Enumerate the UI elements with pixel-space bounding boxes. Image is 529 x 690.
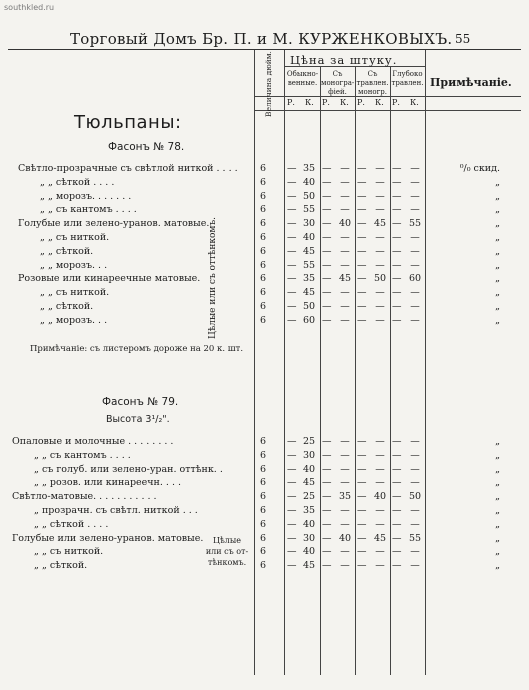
r-label: Р.	[392, 98, 400, 107]
price-glub: 55	[408, 532, 422, 544]
row-label: Опаловые и молочные . . . . . . . .	[12, 436, 174, 447]
rub-dash: —	[322, 477, 332, 489]
rub-dash: —	[357, 204, 367, 216]
rub-dash: —	[392, 287, 402, 299]
size-value: 6	[259, 259, 267, 271]
rub-dash: —	[392, 491, 402, 503]
note-header: Примѣчанiе.	[430, 76, 512, 89]
rub-dash: —	[322, 518, 332, 530]
price-glub: 60	[408, 273, 422, 285]
note-value: „	[495, 560, 500, 572]
size-value: 6	[259, 449, 267, 461]
rub-dash: —	[392, 190, 402, 202]
rub-dash: —	[322, 273, 332, 285]
rub-dash: —	[287, 491, 297, 503]
price-glub: —	[410, 287, 420, 299]
size-value: 6	[259, 560, 267, 572]
rub-dash: —	[357, 301, 367, 312]
rub-dash: —	[287, 245, 297, 257]
row-label: „ „ розов. или кинареечн. . . .	[34, 477, 182, 489]
rub-dash: —	[357, 477, 367, 489]
rub-dash: —	[392, 518, 402, 530]
rub-dash: —	[392, 560, 402, 572]
rub-dash: —	[392, 436, 402, 447]
price-glub: —	[410, 505, 420, 516]
price-glub: —	[410, 477, 420, 489]
rub-dash: —	[357, 232, 367, 243]
price-glub: —	[410, 232, 420, 243]
rub-dash: —	[392, 259, 402, 271]
rub-dash: —	[357, 463, 367, 475]
note-value: „	[495, 505, 500, 516]
price-travl: —	[375, 546, 385, 558]
rub-dash: —	[392, 314, 402, 326]
rub-dash: —	[287, 301, 297, 312]
size-value: 6	[259, 273, 267, 285]
price-travl: —	[375, 245, 385, 257]
rub-dash: —	[357, 518, 367, 530]
rub-dash: —	[287, 218, 297, 230]
row-label: „ „ сѣткой.	[34, 560, 88, 572]
price-obyk: 40	[302, 232, 316, 243]
price-monogr: —	[340, 176, 350, 188]
price-monogr: —	[340, 546, 350, 558]
price-obyk: 35	[302, 163, 316, 174]
price-glub: —	[410, 463, 420, 475]
rub-dash: —	[392, 176, 402, 188]
price-monogr: —	[340, 505, 350, 516]
price-monogr: —	[340, 301, 350, 312]
price-glub: —	[410, 301, 420, 312]
rub-dash: —	[322, 301, 332, 312]
header-rule	[8, 49, 521, 50]
row-label: Голубые или зелено-уранов. матовые.	[12, 532, 204, 544]
price-glub: —	[410, 204, 420, 216]
col-line	[390, 66, 391, 675]
price-obyk: 45	[302, 477, 316, 489]
price-monogr: —	[340, 259, 350, 271]
rub-dash: —	[357, 505, 367, 516]
rub-dash: —	[357, 273, 367, 285]
note-value: ⁰/₀ скид.	[459, 163, 500, 174]
rub-dash: —	[322, 505, 332, 516]
price-travl: —	[375, 232, 385, 243]
price-obyk: 30	[302, 218, 316, 230]
rub-dash: —	[392, 204, 402, 216]
fason78-title: Фасонъ № 78.	[108, 141, 185, 153]
fason78-group-label: Цѣлые или съ оттѣнкомъ.	[208, 217, 218, 339]
row-label: „ „ съ ниткой.	[40, 287, 110, 299]
rub-dash: —	[322, 218, 332, 230]
price-travl: —	[375, 314, 385, 326]
col-travl: Съ травлен. моногр.	[356, 70, 389, 96]
k-label: К.	[340, 98, 349, 107]
price-monogr: 45	[338, 273, 352, 285]
price-glub: —	[410, 163, 420, 174]
price-obyk: 40	[302, 546, 316, 558]
k-label: К.	[305, 98, 314, 107]
size-value: 6	[259, 546, 267, 558]
price-monogr: —	[340, 314, 350, 326]
price-monogr: —	[340, 436, 350, 447]
size-value: 6	[259, 314, 267, 326]
price-travl: —	[375, 449, 385, 461]
rub-dash: —	[357, 287, 367, 299]
price-obyk: 50	[302, 301, 316, 312]
price-travl: 50	[373, 273, 387, 285]
note-value: „	[495, 218, 500, 230]
price-travl: —	[375, 436, 385, 447]
note-value: „	[495, 301, 500, 312]
price-monogr: —	[340, 232, 350, 243]
rub-dash: —	[392, 546, 402, 558]
size-value: 6	[259, 518, 267, 530]
rub-dash: —	[392, 477, 402, 489]
rub-dash: —	[322, 232, 332, 243]
price-header: Цѣна за штуку.	[290, 53, 398, 67]
rub-dash: —	[392, 232, 402, 243]
rub-dash: —	[357, 449, 367, 461]
rub-dash: —	[287, 505, 297, 516]
rub-dash: —	[392, 245, 402, 257]
r-label: Р.	[357, 98, 365, 107]
price-obyk: 55	[302, 259, 316, 271]
price-obyk: 40	[302, 176, 316, 188]
row-label: Свѣтло-матовые. . . . . . . . . . .	[12, 491, 157, 503]
row-label: „ „ морозъ. . .	[40, 259, 108, 271]
rub-dash: —	[357, 176, 367, 188]
price-travl: —	[375, 560, 385, 572]
price-glub: —	[410, 560, 420, 572]
size-value: 6	[259, 301, 267, 312]
note-value: „	[495, 273, 500, 285]
fason79-group-label: Цѣлые или съ от- тѣнкомъ.	[205, 536, 249, 567]
note-value: „	[495, 259, 500, 271]
note-value: „	[495, 245, 500, 257]
rub-dash: —	[392, 532, 402, 544]
rub-dash: —	[287, 477, 297, 489]
rub-dash: —	[287, 532, 297, 544]
rub-dash: —	[322, 190, 332, 202]
size-value: 6	[259, 163, 267, 174]
rub-dash: —	[287, 273, 297, 285]
price-monogr: —	[340, 163, 350, 174]
rub-dash: —	[392, 449, 402, 461]
col-line	[254, 50, 255, 675]
price-travl: 40	[373, 491, 387, 503]
note-value: „	[495, 546, 500, 558]
row-label: „ съ голуб. или зелено-уран. оттѣнк. .	[34, 463, 223, 475]
r-label: Р.	[322, 98, 330, 107]
rub-dash: —	[392, 505, 402, 516]
size-value: 6	[259, 232, 267, 243]
row-label: „ прозрачн. съ свѣтл. ниткой . . .	[34, 505, 198, 516]
note-value: „	[495, 287, 500, 299]
size-value: 6	[259, 190, 267, 202]
price-glub: —	[410, 259, 420, 271]
rub-dash: —	[287, 163, 297, 174]
rub-dash: —	[287, 449, 297, 461]
rub-dash: —	[392, 163, 402, 174]
price-monogr: —	[340, 477, 350, 489]
rub-dash: —	[322, 176, 332, 188]
price-travl: —	[375, 477, 385, 489]
price-travl: —	[375, 518, 385, 530]
rub-dash: —	[357, 259, 367, 271]
rub-dash: —	[287, 463, 297, 475]
price-glub: —	[410, 546, 420, 558]
price-travl: —	[375, 259, 385, 271]
note-value: „	[495, 449, 500, 461]
price-travl: —	[375, 204, 385, 216]
row-line	[254, 110, 521, 111]
price-obyk: 35	[302, 273, 316, 285]
rub-dash: —	[357, 532, 367, 544]
price-travl: —	[375, 287, 385, 299]
col-line	[320, 66, 321, 675]
size-value: 6	[259, 204, 267, 216]
price-travl: 45	[373, 218, 387, 230]
price-obyk: 35	[302, 505, 316, 516]
price-travl: —	[375, 190, 385, 202]
price-glub: —	[410, 190, 420, 202]
rub-dash: —	[322, 491, 332, 503]
rub-dash: —	[287, 518, 297, 530]
rub-dash: —	[357, 163, 367, 174]
price-travl: 45	[373, 532, 387, 544]
note-value: „	[495, 190, 500, 202]
price-travl: —	[375, 505, 385, 516]
price-monogr: 40	[338, 532, 352, 544]
size-value: 6	[259, 218, 267, 230]
row-label: „ „ сѣткой.	[40, 301, 94, 312]
row-label: „ „ съ ниткой.	[40, 232, 110, 243]
rub-dash: —	[357, 436, 367, 447]
fason78-footnote: Примѣчанiе: съ листеромъ дороже на 20 к. шт.	[30, 344, 244, 354]
size-value: 6	[259, 287, 267, 299]
row-label: Розовые или кинареечные матовые.	[18, 273, 201, 285]
fason79-height: Высота 3¹/₂".	[106, 414, 170, 425]
price-glub: —	[410, 314, 420, 326]
col-line	[284, 50, 285, 675]
r-label: Р.	[287, 98, 295, 107]
price-travl: —	[375, 463, 385, 475]
size-value: 6	[259, 436, 267, 447]
row-label: „ „ съ ниткой.	[34, 546, 104, 558]
col-monogr: Съ моногра- фiей.	[321, 70, 355, 96]
rub-dash: —	[357, 546, 367, 558]
section-title: Тюльпаны:	[74, 112, 182, 133]
price-glub: 50	[408, 491, 422, 503]
rub-dash: —	[392, 463, 402, 475]
k-label: К.	[410, 98, 419, 107]
price-monogr: —	[340, 463, 350, 475]
rub-dash: —	[322, 245, 332, 257]
fason79-title: Фасонъ № 79.	[102, 396, 179, 408]
size-col-header: Величина дюйм.	[264, 51, 273, 117]
price-obyk: 45	[302, 560, 316, 572]
col-line	[355, 66, 356, 675]
price-obyk: 30	[302, 532, 316, 544]
row-label: „ „ морозъ. . .	[40, 314, 108, 326]
size-value: 6	[259, 245, 267, 257]
size-value: 6	[259, 491, 267, 503]
size-value: 6	[259, 176, 267, 188]
rub-dash: —	[392, 273, 402, 285]
price-monogr: —	[340, 449, 350, 461]
rub-dash: —	[322, 259, 332, 271]
note-value: „	[495, 314, 500, 326]
col-glub: Глубоко травлен.	[391, 70, 424, 87]
row-label: Голубые или зелено-уранов. матовые.	[18, 218, 210, 230]
rub-dash: —	[392, 218, 402, 230]
price-obyk: 25	[302, 436, 316, 447]
col-obyk: Обыкно- венные.	[286, 70, 319, 87]
rub-dash: —	[322, 163, 332, 174]
note-value: „	[495, 463, 500, 475]
rub-dash: —	[287, 204, 297, 216]
rub-dash: —	[287, 259, 297, 271]
rub-dash: —	[322, 436, 332, 447]
row-label: Свѣтло-прозрачные съ свѣтлой ниткой . . . .	[18, 163, 238, 174]
price-glub: —	[410, 176, 420, 188]
price-travl: —	[375, 163, 385, 174]
size-value: 6	[259, 532, 267, 544]
note-value: „	[495, 232, 500, 243]
size-value: 6	[259, 477, 267, 489]
row-label: „ „ сѣткой.	[40, 245, 94, 257]
page-number: 55	[455, 32, 471, 46]
rub-dash: —	[287, 176, 297, 188]
price-monogr: —	[340, 245, 350, 257]
price-obyk: 50	[302, 190, 316, 202]
price-monogr: —	[340, 287, 350, 299]
rub-dash: —	[322, 287, 332, 299]
page-header: Торговый Домъ Бр. П. и М. КУРЖЕНКОВЫХЪ.	[70, 30, 453, 48]
size-value: 6	[259, 505, 267, 516]
price-obyk: 45	[302, 287, 316, 299]
note-value: „	[495, 532, 500, 544]
price-monogr: —	[340, 204, 350, 216]
rub-dash: —	[357, 314, 367, 326]
rub-dash: —	[287, 314, 297, 326]
rub-dash: —	[392, 301, 402, 312]
note-value: „	[495, 176, 500, 188]
price-obyk: 45	[302, 245, 316, 257]
rub-dash: —	[287, 546, 297, 558]
row-label: „ „ сѣткой . . . .	[34, 518, 109, 530]
price-monogr: 35	[338, 491, 352, 503]
price-monogr: —	[340, 518, 350, 530]
price-glub: —	[410, 436, 420, 447]
rub-dash: —	[322, 204, 332, 216]
price-obyk: 55	[302, 204, 316, 216]
rub-dash: —	[287, 190, 297, 202]
price-obyk: 60	[302, 314, 316, 326]
rub-dash: —	[322, 532, 332, 544]
rub-dash: —	[357, 190, 367, 202]
rub-dash: —	[322, 314, 332, 326]
price-obyk: 30	[302, 449, 316, 461]
col-line	[425, 50, 426, 675]
watermark: southkled.ru	[4, 3, 55, 12]
price-monogr: —	[340, 190, 350, 202]
rub-dash: —	[357, 560, 367, 572]
price-obyk: 40	[302, 463, 316, 475]
rub-dash: —	[357, 218, 367, 230]
rub-dash: —	[322, 449, 332, 461]
rub-dash: —	[287, 560, 297, 572]
price-monogr: —	[340, 560, 350, 572]
price-obyk: 40	[302, 518, 316, 530]
rub-dash: —	[287, 232, 297, 243]
rub-dash: —	[322, 560, 332, 572]
note-value: „	[495, 204, 500, 216]
price-travl: —	[375, 176, 385, 188]
row-label: „ „ съ кантомъ . . . .	[40, 204, 137, 216]
rub-dash: —	[287, 436, 297, 447]
price-glub: —	[410, 518, 420, 530]
note-value: „	[495, 477, 500, 489]
price-travl: —	[375, 301, 385, 312]
price-glub: —	[410, 245, 420, 257]
note-value: „	[495, 518, 500, 530]
price-monogr: 40	[338, 218, 352, 230]
row-label: „ „ сѣткой . . . .	[40, 176, 115, 188]
row-label: „ „ морозъ. . . . . . .	[40, 190, 132, 202]
rub-dash: —	[322, 546, 332, 558]
size-value: 6	[259, 463, 267, 475]
note-value: „	[495, 436, 500, 447]
note-value: „	[495, 491, 500, 503]
price-glub: 55	[408, 218, 422, 230]
rub-dash: —	[357, 491, 367, 503]
price-obyk: 25	[302, 491, 316, 503]
rub-dash: —	[357, 245, 367, 257]
k-label: К.	[375, 98, 384, 107]
price-glub: —	[410, 449, 420, 461]
row-label: „ „ съ кантомъ . . . .	[34, 449, 131, 461]
rub-dash: —	[287, 287, 297, 299]
rub-dash: —	[322, 463, 332, 475]
